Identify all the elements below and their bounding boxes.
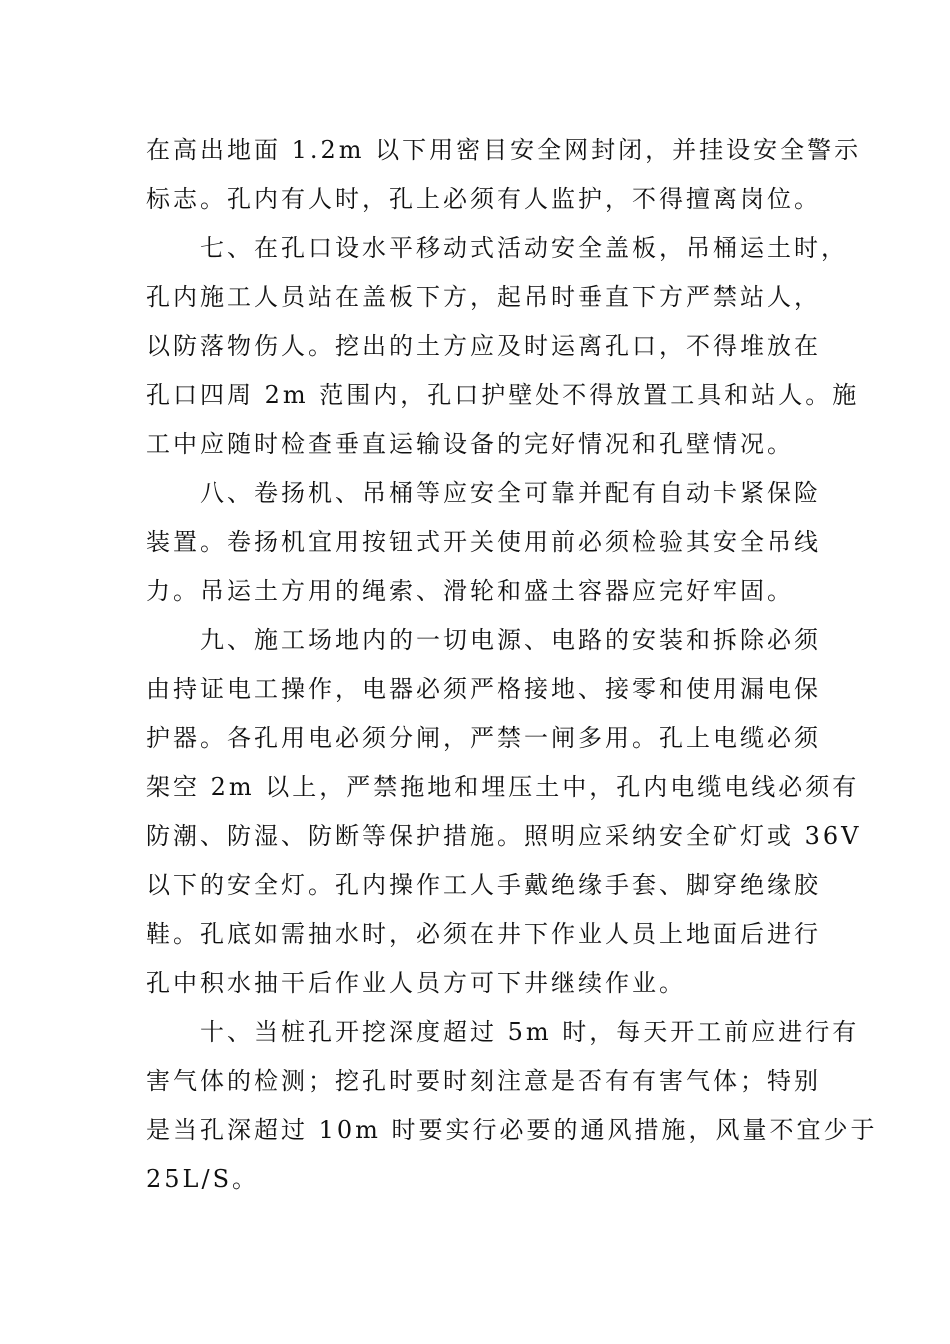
text-line-3: 七、在孔口设水平移动式活动安全盖板，吊桶运土时，	[200, 234, 848, 262]
text-line-22: 25L/S。	[146, 1165, 260, 1193]
text-line-1: 在高出地面 1.2m 以下用密目安全网封闭，并挂设安全警示	[146, 136, 862, 164]
text-line-16: 以下的安全灯。孔内操作工人手戴绝缘手套、脚穿绝缘胶	[146, 871, 821, 899]
text-line-6: 孔口四周 2m 范围内，孔口护壁处不得放置工具和站人。施	[146, 381, 860, 409]
text-line-21: 是当孔深超过 10m 时要实行必要的通风措施，风量不宜少于	[146, 1116, 878, 1144]
document-body	[146, 126, 878, 1204]
text-line-4: 孔内施工人员站在盖板下方，起吊时垂直下方严禁站人，	[146, 283, 821, 311]
text-line-7: 工中应随时检查垂直运输设备的完好情况和孔壁情况。	[146, 430, 794, 458]
text-line-15: 防潮、防湿、防断等保护措施。照明应采纳安全矿灯或 36V	[146, 822, 862, 850]
text-line-9: 装置。卷扬机宜用按钮式开关使用前必须检验其安全吊线	[146, 528, 821, 556]
text-line-5: 以防落物伤人。挖出的土方应及时运离孔口，不得堆放在	[146, 332, 821, 360]
text-line-18: 孔中积水抽干后作业人员方可下井继续作业。	[146, 969, 686, 997]
text-line-20: 害气体的检测；挖孔时要时刻注意是否有有害气体；特别	[146, 1067, 821, 1095]
text-line-14: 架空 2m 以上，严禁拖地和埋压土中，孔内电缆电线必须有	[146, 773, 860, 801]
text-line-2: 标志。孔内有人时，孔上必须有人监护，不得擅离岗位。	[146, 185, 821, 213]
text-line-10: 力。吊运土方用的绳索、滑轮和盛土容器应完好牢固。	[146, 577, 794, 605]
text-line-19: 十、当桩孔开挖深度超过 5m 时，每天开工前应进行有	[200, 1018, 860, 1046]
text-line-12: 由持证电工操作，电器必须严格接地、接零和使用漏电保	[146, 675, 821, 703]
text-line-13: 护器。各孔用电必须分闸，严禁一闸多用。孔上电缆必须	[146, 724, 821, 752]
text-line-11: 九、施工场地内的一切电源、电路的安装和拆除必须	[200, 626, 821, 654]
text-line-8: 八、卷扬机、吊桶等应安全可靠并配有自动卡紧保险	[200, 479, 821, 507]
text-line-17: 鞋。孔底如需抽水时，必须在井下作业人员上地面后进行	[146, 920, 821, 948]
